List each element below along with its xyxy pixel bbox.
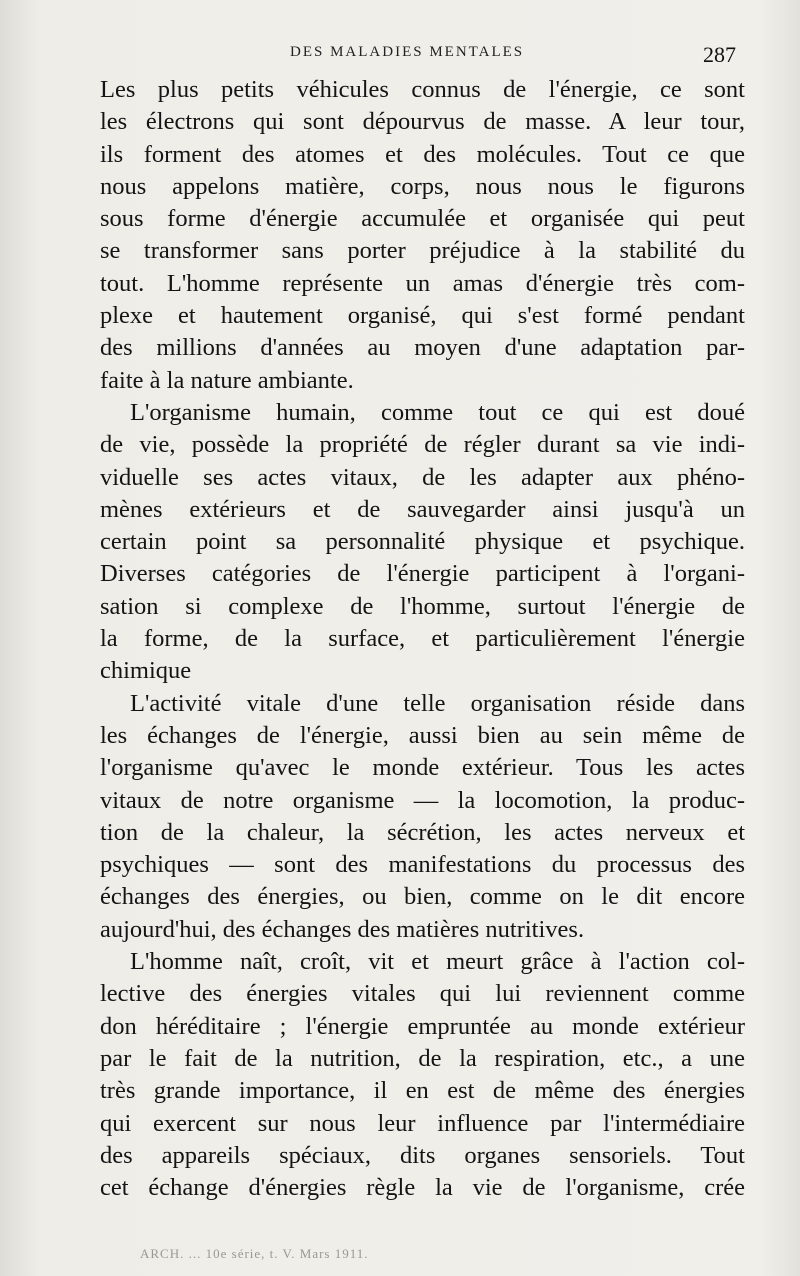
text-line: tion de la chaleur, la sécrétion, les actes nerveux et — [100, 818, 745, 846]
text-line: très grande importance, il en est de même des énergies — [100, 1077, 745, 1105]
text-line: qui exercent sur nous leur influence par l'intermédiaire — [100, 1109, 745, 1137]
running-title: DES MALADIES MENTALES — [290, 44, 525, 60]
page-number: 287 — [703, 42, 736, 67]
text-line: l'organisme qu'avec le monde extérieur. Tous les actes — [100, 754, 745, 782]
text-line: vitaux de notre organisme — la locomotion, la produc- — [100, 786, 745, 814]
text-line: L'organisme humain, comme tout ce qui est doué — [130, 398, 745, 426]
page-footer: ARCH. ... 10e série, t. V. Mars 1911. — [140, 1246, 369, 1261]
text-line: nous appelons matière, corps, nous nous le figurons — [100, 172, 745, 200]
text-line: tout. L'homme représente un amas d'énergie très com- — [100, 269, 745, 297]
text-line: don héréditaire ; l'énergie empruntée au monde extérieur — [100, 1012, 745, 1040]
text-line: viduelle ses actes vitaux, de les adapter aux phéno- — [100, 463, 745, 491]
text-line: chimique — [100, 657, 192, 685]
paragraph-1 — [100, 74, 745, 397]
text-line: L'activité vitale d'une telle organisation réside dans — [130, 689, 745, 717]
text-line: les échanges de l'énergie, aussi bien au sein même de — [100, 721, 745, 749]
text-line: faite à la nature ambiante. — [100, 366, 354, 394]
text-line: certain point sa personnalité physique et psychique. — [100, 528, 745, 556]
text-line: la forme, de la surface, et particulièrement l'énergie — [100, 625, 745, 653]
body-text — [100, 74, 745, 1204]
text-line: les électrons qui sont dépourvus de masse. A leur tour, — [100, 108, 745, 136]
text-line: Diverses catégories de l'énergie participent à l'organi- — [100, 560, 745, 588]
text-line: Les plus petits véhicules connus de l'énergie, ce sont — [100, 76, 745, 103]
text-line: de vie, possède la propriété de régler durant sa vie indi- — [100, 431, 745, 459]
text-line: L'homme naît, croît, vit et meurt grâce à l'action col- — [130, 948, 745, 976]
text-line: psychiques — sont des manifestations du processus des — [100, 851, 745, 879]
text-line: ils forment des atomes et des molécules. Tout ce que — [100, 140, 745, 168]
text-line: des millions d'années au moyen d'une adaptation par- — [100, 334, 745, 362]
text-line: aujourd'hui, des échanges des matières nutritives. — [100, 915, 585, 943]
paragraph-4 — [100, 946, 745, 1204]
paragraph-3 — [100, 688, 745, 946]
text-line: plexe et hautement organisé, qui s'est formé pendant — [100, 302, 745, 330]
text-line: des appareils spéciaux, dits organes sensoriels. Tout — [100, 1141, 745, 1169]
text-line: sous forme d'énergie accumulée et organisée qui peut — [100, 205, 745, 233]
text-line: mènes extérieurs et de sauvegarder ainsi jusqu'à un — [100, 495, 745, 523]
paragraph-2 — [100, 397, 745, 688]
text-line: lective des énergies vitales qui lui reviennent comme — [100, 980, 745, 1008]
text-line: échanges des énergies, ou bien, comme on le dit encore — [100, 883, 745, 911]
text-line: se transformer sans porter préjudice à la stabilité du — [100, 237, 745, 265]
text-line: par le fait de la nutrition, de la respiration, etc., a une — [100, 1044, 745, 1072]
text-line: sation si complexe de l'homme, surtout l'énergie de — [100, 592, 745, 620]
text-line: cet échange d'énergies règle la vie de l'organisme, crée — [100, 1174, 745, 1202]
